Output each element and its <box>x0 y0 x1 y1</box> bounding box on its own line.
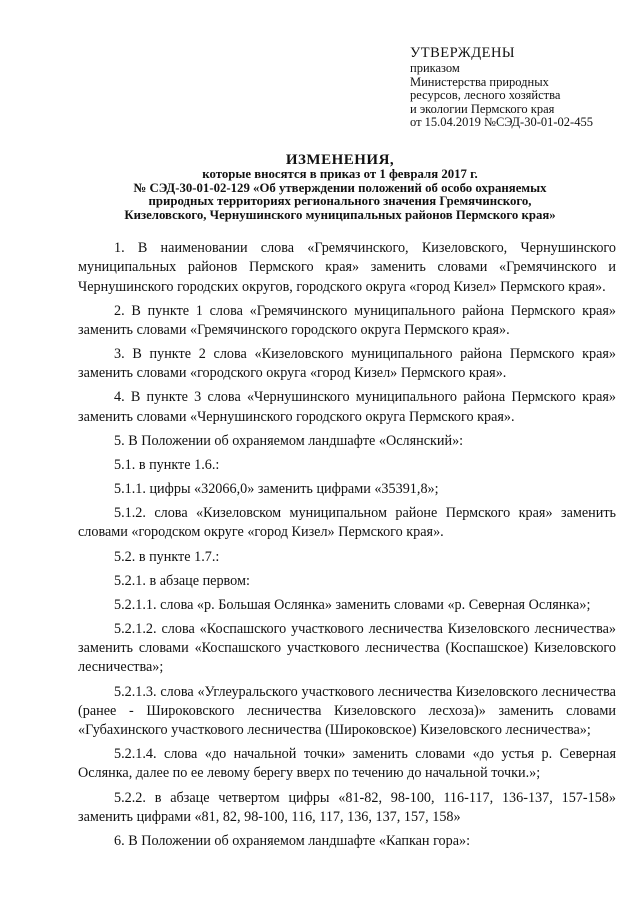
paragraph: 5. В Положении об охраняемом ландшафте «Ослянский»: <box>114 432 464 449</box>
approval-line: Министерства природных <box>410 74 549 89</box>
paragraph: 6. В Положении об охраняемом ландшафте «Капкан гора»: <box>114 832 471 849</box>
header-line: № СЭД-30-01-02-129 «Об утверждении положений об особо охраняемых <box>133 180 547 195</box>
paragraph: 5.2.1.2. слова «Коспашского участкового лесничества Кизеловского лесничества» заменить словами «Коспашского участкового лесничества (Коспашское) Кизеловского лесничества»; <box>78 620 616 676</box>
approval-block <box>410 45 630 130</box>
paragraph: 5.1.2. слова «Кизеловском муниципальном районе Пермского края» заменить словами «городском округе «город Кизел» Пермского края». <box>78 505 616 541</box>
document-body <box>78 239 616 856</box>
paragraph: 3. В пункте 2 слова «Кизеловского муниципального района Пермского края» заменить словами «городского округа «город Кизел» Пермского края». <box>78 346 616 382</box>
header-line: которые вносятся в приказ от 1 февраля 2017 г. <box>202 167 478 181</box>
paragraph: 5.2.2. в абзаце четвертом цифры «81-82, 98-100, 116-117, 136-137, 157-158» заменить цифрами «81, 82, 98-100, 116, 117, 136, 137, 157, 158» <box>78 789 616 825</box>
paragraph: 5.2.1. в абзаце первом: <box>114 572 250 589</box>
paragraph: 5.2.1.3. слова «Углеуральского участкового лесничества Кизеловского лесничества (ранее - Широковского лесничества Кизеловского лесхоза)» заменить словами «Губахинского участкового лесничества (Широковское) Кизеловского лесничества»; <box>78 683 616 739</box>
paragraph: 4. В пункте 3 слова «Чернушинского муниципального района Пермского края» заменить словами «Чернушинского городского округа Пермского края». <box>78 389 616 425</box>
paragraph: 5.1.1. цифры «32066,0» заменить цифрами «35391,8»; <box>114 481 439 498</box>
document-header <box>70 152 610 222</box>
paragraph: 5.2. в пункте 1.7.: <box>114 548 220 565</box>
document-title: ИЗМЕНЕНИЯ, <box>285 152 395 168</box>
approval-line: от 15.04.2019 №СЭД-30-01-02-455 <box>410 115 593 129</box>
paragraph: 5.2.1.4. слова «до начальной точки» заменить словами «до устья р. Северная Ослянка, далее по ее левому берегу вверх по течению до начальной точки.»; <box>78 746 616 782</box>
approval-title: УТВЕРЖДЕНЫ <box>410 45 516 61</box>
paragraph: 2. В пункте 1 слова «Гремячинского муниципального района Пермского края» заменить словами «Гремячинского городского округа Пермского края». <box>78 302 616 338</box>
header-line: Кизеловского, Чернушинского муниципальных районов Пермского края» <box>124 207 556 222</box>
paragraph: 1. В наименовании слова «Гремячинского, Кизеловского, Чернушинского муниципальных районов Пермского края» заменить словами «Гремячинского и Чернушинского городских округов, городского округа «город Кизел» Пермского края». <box>78 240 616 295</box>
header-line: природных территориях регионального значения Гремячинского, <box>148 194 532 209</box>
paragraph: 5.1. в пункте 1.6.: <box>114 456 220 473</box>
approval-line: ресурсов, лесного хозяйства <box>410 88 561 102</box>
approval-line: и экологии Пермского края <box>410 101 555 116</box>
paragraph: 5.2.1.1. слова «р. Большая Ослянка» заменить словами «р. Северная Ослянка»; <box>114 596 591 613</box>
approval-line: приказом <box>410 61 460 75</box>
